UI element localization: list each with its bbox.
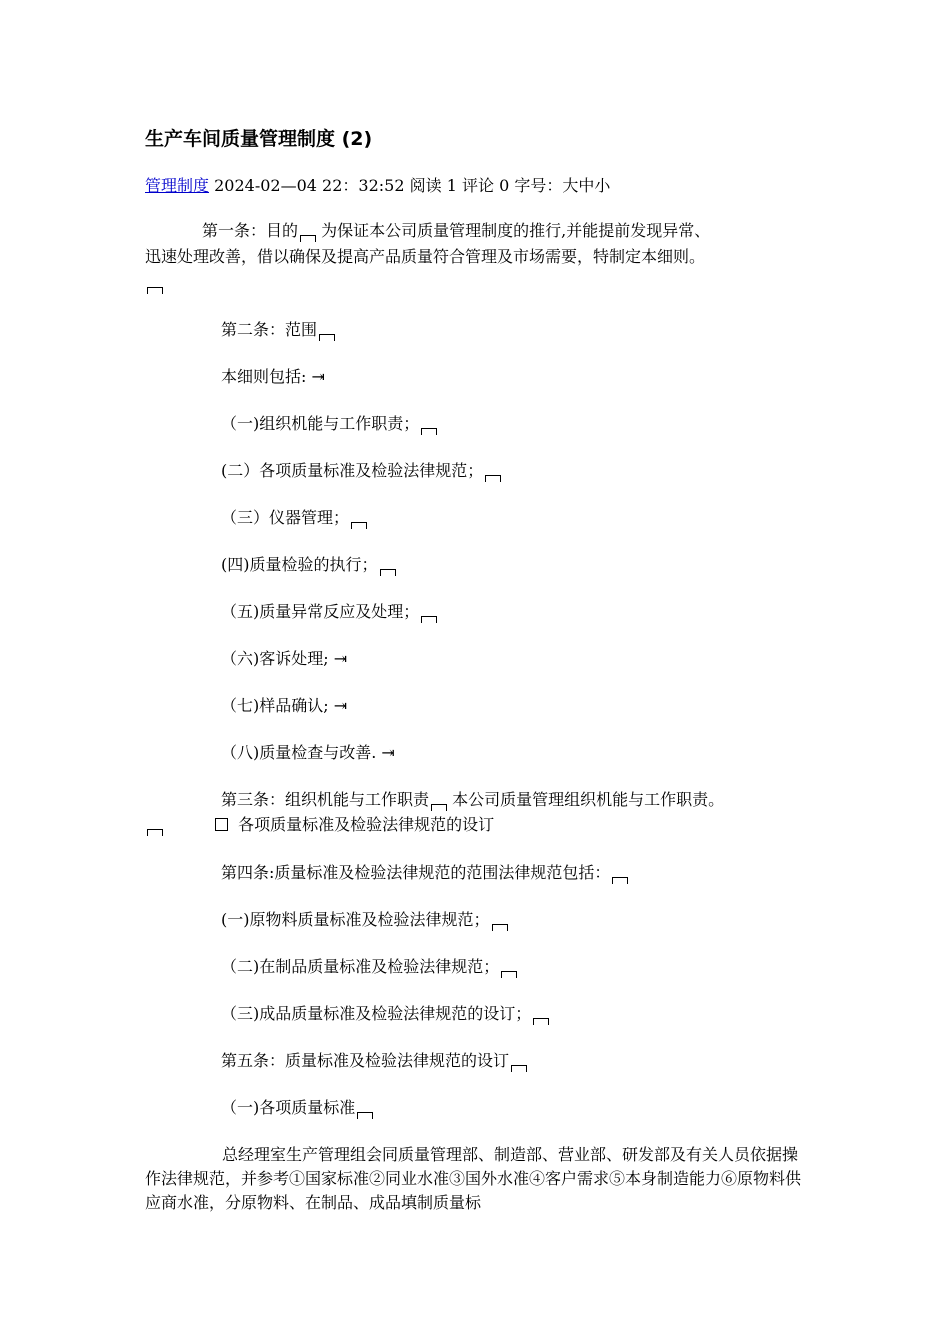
scope-item-4: (四)质量检验的执行； <box>221 553 396 577</box>
font-size-selector[interactable]: 字号：大中小 <box>514 176 611 195</box>
line-end-icon: ⇥ <box>376 743 395 762</box>
checkbox-square-icon <box>215 818 228 831</box>
read-count: 阅读 1 <box>409 176 457 195</box>
article-1-line-2: 迅速处理改善，借以确保及提高产品质量符合管理及市场需要，特制定本细则。 <box>145 247 706 266</box>
scope-item-1: （一)组织机能与工作职责； <box>221 412 437 436</box>
article-2: 第二条：范围 <box>221 318 335 342</box>
article-1-line-3 <box>145 271 163 295</box>
return-mark-icon <box>501 971 517 978</box>
return-mark-icon <box>421 616 437 623</box>
scope-item-7: （七)样品确认; ⇥ <box>221 696 348 715</box>
scope-intro: 本细则包括: ⇥ <box>221 367 325 386</box>
article-4-item-2: （二)在制品质量标准及检验法律规范； <box>221 955 517 979</box>
return-mark-icon <box>300 235 316 242</box>
post-datetime: 2024-02—04 22：32:52 <box>214 176 405 195</box>
article-3-line-2: 各项质量标准及检验法律规范的设订 <box>145 813 494 837</box>
article-1-line-1: 第一条：目的 为保证本公司质量管理制度的推行,并能提前发现异常、 <box>202 221 711 240</box>
article-3: 第三条：组织机能与工作职责 本公司质量管理组织机能与工作职责。 <box>221 790 725 809</box>
return-mark-icon <box>357 1112 373 1119</box>
article-meta <box>145 173 610 196</box>
comment-count[interactable]: 评论 0 <box>461 176 510 195</box>
scope-item-3: （三）仪器管理； <box>221 506 367 530</box>
scope-item-2: (二）各项质量标准及检验法律规范； <box>221 459 501 483</box>
article-5-item-1: （一)各项质量标准 <box>221 1096 373 1120</box>
return-mark-icon <box>147 287 163 294</box>
final-paragraph: 总经理室生产管理组会同质量管理部、制造部、营业部、研发部及有关人员依据操作法律规范，并参考①国家标准②同业水准③国外水准④客户需求⑤本身制造能力⑥原物料供应商水准，分原物料、在制品、成品填制质量标 <box>145 1145 802 1212</box>
return-mark-icon <box>612 877 628 884</box>
return-mark-icon <box>147 829 163 836</box>
return-mark-icon <box>380 569 396 576</box>
return-mark-icon <box>511 1065 527 1072</box>
return-mark-icon <box>351 522 367 529</box>
scope-item-6: （六)客诉处理; ⇥ <box>221 649 348 668</box>
return-mark-icon <box>431 804 447 811</box>
article-4-item-1: (一)原物料质量标准及检验法律规范； <box>221 908 508 932</box>
return-mark-icon <box>421 428 437 435</box>
scope-item-8: （八)质量检查与改善. ⇥ <box>221 743 395 762</box>
article-4-item-3: （三)成品质量标准及检验法律规范的设订； <box>221 1002 549 1026</box>
line-end-icon: ⇥ <box>328 696 348 715</box>
return-mark-icon <box>319 334 335 341</box>
line-end-icon: ⇥ <box>328 649 348 668</box>
line-end-icon: ⇥ <box>306 367 325 386</box>
return-mark-icon <box>492 924 508 931</box>
article-4: 第四条:质量标准及检验法律规范的范围法律规范包括： <box>221 861 628 885</box>
article-5: 第五条：质量标准及检验法律规范的设订 <box>221 1049 527 1073</box>
scope-item-5: （五)质量异常反应及处理； <box>221 600 437 624</box>
return-mark-icon <box>485 475 501 482</box>
category-link[interactable]: 管理制度 <box>145 176 210 195</box>
page-title: 生产车间质量管理制度 (2) <box>145 128 373 150</box>
return-mark-icon <box>533 1018 549 1025</box>
